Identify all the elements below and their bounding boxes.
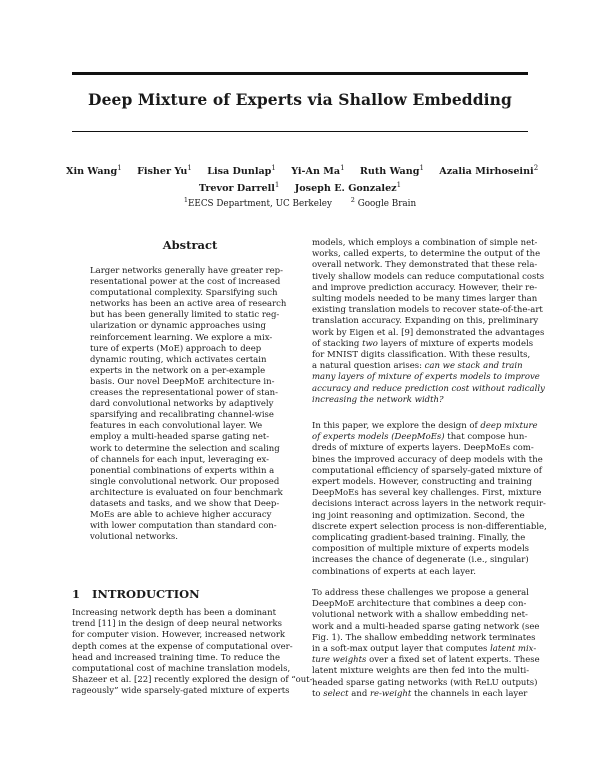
text-line: works, called experts, to determine the output of the (312, 249, 541, 260)
abstract-heading: Abstract (162, 238, 218, 252)
text-line: Larger networks generally have greater rep- (90, 266, 283, 276)
text-line: latent mixture weights are then fed into the multi- (312, 666, 530, 677)
author: Trevor Darrell$^1$ (198, 180, 280, 194)
affiliation: $^2$ Google Brain (350, 196, 417, 210)
text-line: dynamic routing, which activates certain (90, 354, 267, 365)
text-line: resentational power at the cost of increased (90, 277, 281, 288)
author: Fisher Yu$^1$ (137, 164, 192, 178)
text-line: sulting models needed to be many times larger than (312, 294, 538, 305)
right-paragraph-2 (312, 421, 547, 578)
text-line: accuracy and reduce prediction cost without radically (312, 383, 545, 394)
text-line: ponential combinations of experts within a (90, 465, 275, 476)
right-paragraph-3 (312, 588, 540, 700)
author: Xin Wang$^1$ (66, 164, 122, 178)
text-line: dard convolutional networks by adaptively (90, 399, 274, 410)
right-paragraph-1 (312, 238, 545, 406)
author: Joseph E. Gonzalez$^1$ (294, 180, 402, 194)
affiliation-line (60, 195, 540, 210)
author-line-2 (60, 179, 540, 196)
text-line: volutional networks. (90, 532, 178, 543)
text-line: ture of experts (MoE) approach to deep (90, 343, 262, 354)
text-line: for MNIST digits classification. With these results, (312, 350, 531, 361)
text-line: in a soft-max output layer that computes latent mix- (312, 644, 537, 655)
text-line: ularization or dynamic approaches using (90, 321, 266, 332)
author: Azalia Mirhoseini$^2$ (439, 164, 539, 178)
text-line: Fig. 1). The shallow embedding network terminates (312, 632, 536, 643)
text-line: architecture is evaluated on four benchmark (90, 487, 283, 498)
text-line: existing translation models to recover state-of-the-art (312, 305, 543, 316)
text-line: MoEs are able to achieve higher accuracy (90, 510, 272, 521)
text-line: networks has been an active area of research (90, 299, 287, 310)
text-line: expert models. However, constructing and training (312, 477, 533, 488)
affiliation: $^1$EECS Department, UC Berkeley (183, 196, 332, 210)
text-line: increases the chance of degenerate (i.e., singular) (312, 555, 529, 566)
text-line: reinforcement learning. We explore a mix- (90, 332, 273, 343)
text-line: DeepMoEs has several key challenges. First, mixture (312, 488, 542, 499)
section-heading-introduction (72, 587, 200, 601)
text-line: rageously” wide sparsely-gated mixture of experts (72, 686, 290, 697)
text-line: overall network. They demonstrated that these rela- (312, 260, 538, 271)
author-line-1 (60, 162, 540, 179)
text-line: bines the improved accuracy of deep models with the (312, 454, 543, 465)
abstract-body (90, 266, 287, 543)
text-line: headed sparse gating networks (with ReLU outputs) (312, 677, 538, 688)
author-block (60, 162, 540, 211)
text-line: of stacking two layers of mixture of experts models (312, 338, 534, 349)
section-number: 1 (72, 587, 81, 601)
text-line: sparsifying and recalibrating channel-wise (90, 410, 274, 421)
text-line: datasets and tasks, and we show that Deep- (90, 498, 280, 509)
text-line: computational efficiency of sparsely-gated mixture of (312, 465, 542, 476)
paper-title: Deep Mixture of Experts via Shallow Embedding (88, 90, 512, 109)
text-line: of channels for each input, leveraging ex- (90, 454, 270, 465)
text-line: dreds of mixture of experts layers. DeepMoEs com- (312, 443, 534, 454)
title-rule-top (72, 72, 528, 75)
title-rule-bottom (72, 131, 528, 132)
text-line: Shazeer et al. [22] recently explored the design of “out- (72, 675, 313, 686)
text-line: complicating gradient-based training. Finally, the (312, 533, 526, 544)
author: Ruth Wang$^1$ (359, 164, 424, 178)
text-line: To address these challenges we propose a general (312, 588, 529, 598)
text-line: features in each convolutional layer. We (90, 421, 263, 432)
text-line: ture weights over a fixed set of latent experts. These (312, 655, 540, 666)
text-line: trend [11] in the design of deep neural networks (72, 619, 282, 630)
author: Yi-An Ma$^1$ (291, 164, 345, 178)
text-line: work to determine the selection and scaling (90, 443, 280, 454)
text-line: volutional network with a shallow embedding net- (312, 610, 528, 621)
text-line: computational cost of machine translation models, (72, 664, 291, 675)
text-line: of experts models (DeepMoEs) that compose hun- (312, 432, 528, 443)
text-line: experts in the network on a per-example (90, 365, 266, 376)
intro-paragraph (72, 608, 313, 698)
text-line: tively shallow models can reduce computational costs (312, 271, 545, 282)
text-line: Increasing network depth has been a dominant (72, 608, 277, 618)
text-line: basis. Our novel DeepMoE architecture in- (90, 376, 275, 387)
text-line: and improve prediction accuracy. However, their re- (312, 282, 538, 293)
text-line: computational complexity. Sparsifying such (90, 288, 278, 299)
text-line: ing joint reasoning and optimization. Second, the (312, 510, 525, 521)
text-line: decisions interact across layers in the network requir- (312, 499, 546, 510)
text-line: employ a multi-headed sparse gating net- (90, 432, 270, 443)
text-line: but has been generally limited to static reg- (90, 310, 280, 321)
text-line: a natural question arises: can we stack and train (312, 361, 523, 372)
text-line: many layers of mixture of experts models to improve (312, 372, 540, 383)
section-title: INTRODUCTION (92, 587, 200, 601)
text-line: In this paper, we explore the design of deep mixture (312, 421, 538, 431)
text-line: composition of multiple mixture of experts models (312, 544, 530, 555)
text-line: discrete expert selection process is non-differentiable, (312, 521, 547, 532)
text-line: single convolutional network. Our proposed (90, 476, 280, 487)
text-line: creases the representational power of stan- (90, 388, 278, 399)
text-line: for computer vision. However, increased network (72, 630, 286, 641)
text-line: DeepMoE architecture that combines a deep con- (312, 599, 527, 610)
author: Lisa Dunlap$^1$ (207, 164, 276, 178)
text-line: to select and re-weight the channels in each layer (312, 688, 528, 699)
text-line: combinations of experts at each layer. (312, 566, 476, 577)
text-line: translation accuracy. Expanding on this, preliminary (312, 316, 539, 327)
text-line: head and increased training time. To reduce the (72, 652, 281, 663)
text-line: work by Eigen et al. [9] demonstrated the advantages (312, 327, 545, 338)
text-line: depth comes at the expense of computational over- (72, 641, 293, 652)
text-line: with lower computation than standard con- (90, 521, 277, 532)
text-line: increasing the network width? (312, 394, 444, 405)
text-line: models, which employs a combination of simple net- (312, 238, 538, 248)
text-line: work and a multi-headed sparse gating network (see (312, 621, 540, 632)
